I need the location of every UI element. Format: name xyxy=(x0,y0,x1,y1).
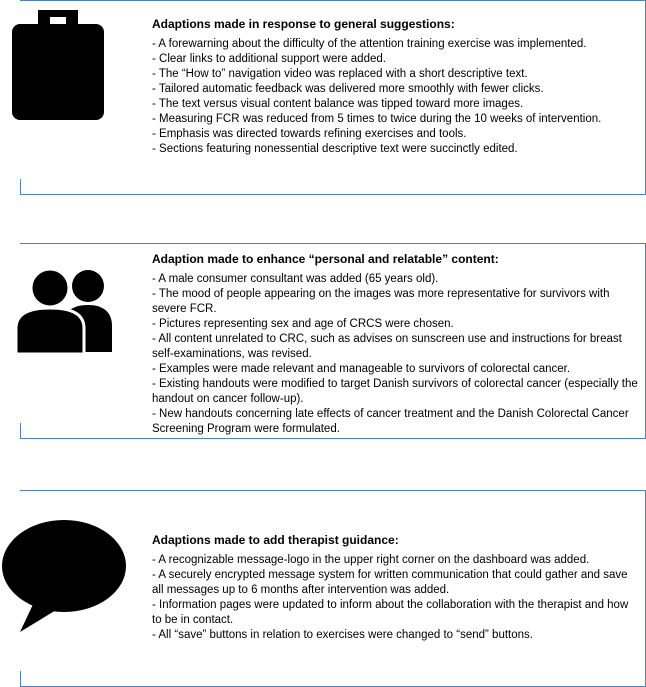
section-title: Adaptions made in response to general suggestions: xyxy=(152,17,455,31)
list-item: - New handouts concerning late effects of cancer treatment and the Danish Colorectal Cancer Screening Program were formulated. xyxy=(152,408,629,435)
section-list xyxy=(152,37,640,157)
list-item: - Information pages were updated to inform about the collaboration with the therapist and how to be in contact. xyxy=(152,599,629,626)
list-item: - A recognizable message-logo in the upper right corner on the dashboard was added. xyxy=(152,554,590,566)
list-item: - Emphasis was directed towards refining exercises and tools. xyxy=(152,128,467,140)
list-item: - The “How to” navigation video was replaced with a short descriptive text. xyxy=(152,68,528,80)
list-item: - Sections featuring nonessential descriptive text were succinctly edited. xyxy=(152,143,518,155)
section-list xyxy=(152,553,640,643)
list-item: - The mood of people appearing on the images was more representative for survivors with severe FCR. xyxy=(152,288,610,315)
list-item: - The text versus visual content balance was tipped toward more images. xyxy=(152,98,524,110)
section-box-personal xyxy=(20,243,646,439)
list-item: - Examples were made relevant and manageable to survivors of colorectal cancer. xyxy=(152,363,571,375)
section-box-therapist xyxy=(20,490,646,687)
list-item: - Tailored automatic feedback was delivered more smoothly with fewer clicks. xyxy=(152,83,544,95)
list-item: - Existing handouts were modified to target Danish survivors of colorectal cancer (especially the handout on cancer follow-up). xyxy=(152,378,638,405)
section-list xyxy=(152,272,640,437)
list-item: - All “save” buttons in relation to exercises were changed to “send” buttons. xyxy=(152,629,533,641)
list-item: - All content unrelated to CRC, such as advises on sunscreen use and instructions for breast self-examinations, was revised. xyxy=(152,333,622,360)
section-box-general xyxy=(20,0,646,195)
list-item: - Pictures representing sex and age of CRCS were chosen. xyxy=(152,318,454,330)
section-title: Adaptions made to add therapist guidance: xyxy=(152,533,399,547)
section-title: Adaption made to enhance “personal and relatable” content: xyxy=(152,252,499,266)
list-item: - A male consumer consultant was added (65 years old). xyxy=(152,273,439,285)
list-item: - Measuring FCR was reduced from 5 times to twice during the 10 weeks of intervention. xyxy=(152,113,602,125)
list-item: - Clear links to additional support were added. xyxy=(152,53,386,65)
list-item: - A securely encrypted message system for written communication that could gather and save all messages up to 6 months after intervention was added. xyxy=(152,569,628,596)
list-item: - A forewarning about the difficulty of the attention training exercise was implemented. xyxy=(152,38,587,50)
